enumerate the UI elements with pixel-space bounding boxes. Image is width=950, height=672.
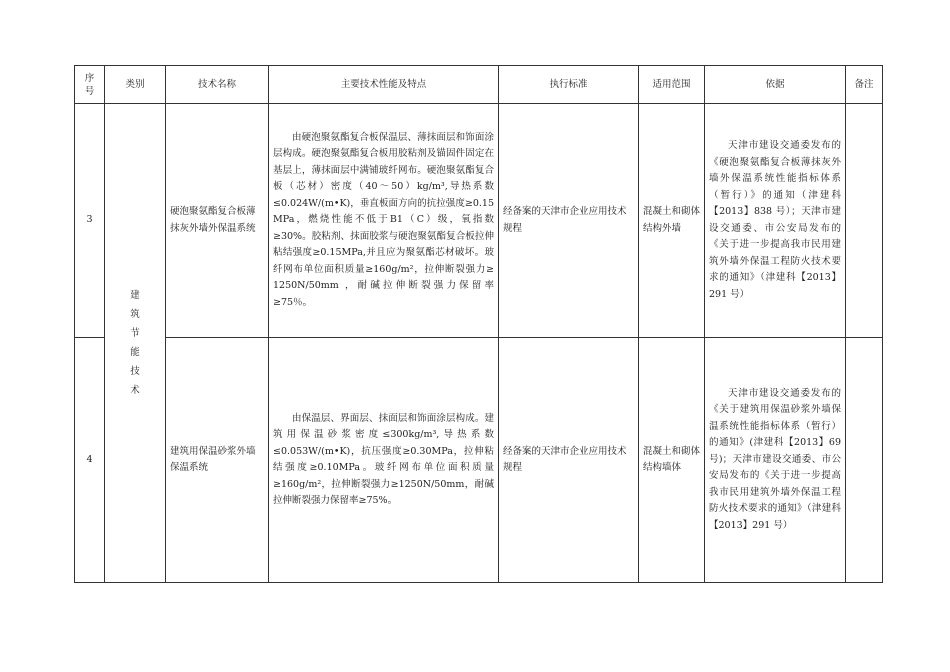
execution-standard: 经备案的天津市企业应用技术规程 xyxy=(499,104,639,338)
remarks-cell xyxy=(846,104,883,338)
row-number: 3 xyxy=(75,104,105,338)
remarks-cell xyxy=(846,338,883,583)
category-char: 能 xyxy=(130,347,140,358)
technology-name: 硬泡聚氨酯复合板薄抹灰外墙外保温系统 xyxy=(166,104,269,338)
category-char: 技 xyxy=(130,366,140,377)
table-row xyxy=(75,338,883,583)
row-number: 4 xyxy=(75,338,105,583)
header-basis: 依据 xyxy=(705,66,846,104)
header-features: 主要技术性能及特点 xyxy=(269,66,499,104)
header-standard: 执行标准 xyxy=(499,66,639,104)
application-scope: 混凝土和砌体结构外墙 xyxy=(639,104,705,338)
basis-text: 天津市建设交通委发布的《关于建筑用保温砂浆外墙保温系统性能指标体系（暂行）的通知》(津建科【2013】69 号)；天津市建设交通委、市公安局发布的《关于进一步提高我市民用建筑外墙外保温工程防火技术要求的通知》（津建科【2013】291 号） xyxy=(705,338,846,583)
header-category: 类别 xyxy=(105,66,166,104)
technology-features: 由硬泡聚氨酯复合板保温层、薄抹面层和饰面涂层构成。硬泡聚氨酯复合板用胶粘剂及锚固件固定在基层上，薄抹面层中满铺玻纤网布。硬泡聚氨酯复合板（芯材）密度（40～50）kg/m³,导热系数≤0.024W/(m•K)，垂直板面方向的抗拉强度≥0.15 MPa，燃烧性能不低于B1（C）级，氧指数≥30%。胶粘剂、抹面胶浆与硬泡聚氨酯复合板拉伸粘结强度≥0.15MPa,并且应为聚氨酯芯材破坏。玻纤网布单位面积质量≥160g/m²，拉伸断裂强力≥ 1250N/50mm ，耐碱拉伸断裂强力保留率≥75％。 xyxy=(269,104,499,338)
category-cell xyxy=(105,104,166,583)
header-name: 技术名称 xyxy=(166,66,269,104)
technology-name: 建筑用保温砂浆外墙保温系统 xyxy=(166,338,269,583)
header-scope: 适用范围 xyxy=(639,66,705,104)
technology-table xyxy=(74,65,883,583)
header-row xyxy=(75,66,883,104)
category-char: 节 xyxy=(130,328,140,339)
category-char: 筑 xyxy=(130,309,140,320)
table-row xyxy=(75,104,883,338)
basis-text: 天津市建设交通委发布的《硬泡聚氨酯复合板薄抹灰外墙外保温系统性能指标体系（暂行）》的通知（津建科【2013】838 号）；天津市建设交通委、市公安局发布的《关于进一步提高我市民用建筑外墙外保温工程防火技术要求的通知》（津建科【2013】291 号） xyxy=(705,104,846,338)
category-char: 建 xyxy=(130,290,140,301)
execution-standard: 经备案的天津市企业应用技术规程 xyxy=(499,338,639,583)
header-remarks: 备注 xyxy=(846,66,883,104)
technology-features: 由保温层、界面层、抹面层和饰面涂层构成。建筑用保温砂浆密度≤300kg/m³,导热系数≤0.053W/(m•K)，抗压强度≥0.30MPa，拉伸粘结强度≥0.10MPa。玻纤网布单位面积质量≥160g/m²，拉伸断裂强力≥1250N/50mm，耐碱拉伸断裂强力保留率≥75%。 xyxy=(269,338,499,583)
category-char: 术 xyxy=(130,385,140,396)
application-scope: 混凝土和砌体结构墙体 xyxy=(639,338,705,583)
header-num: 序号 xyxy=(75,66,105,104)
